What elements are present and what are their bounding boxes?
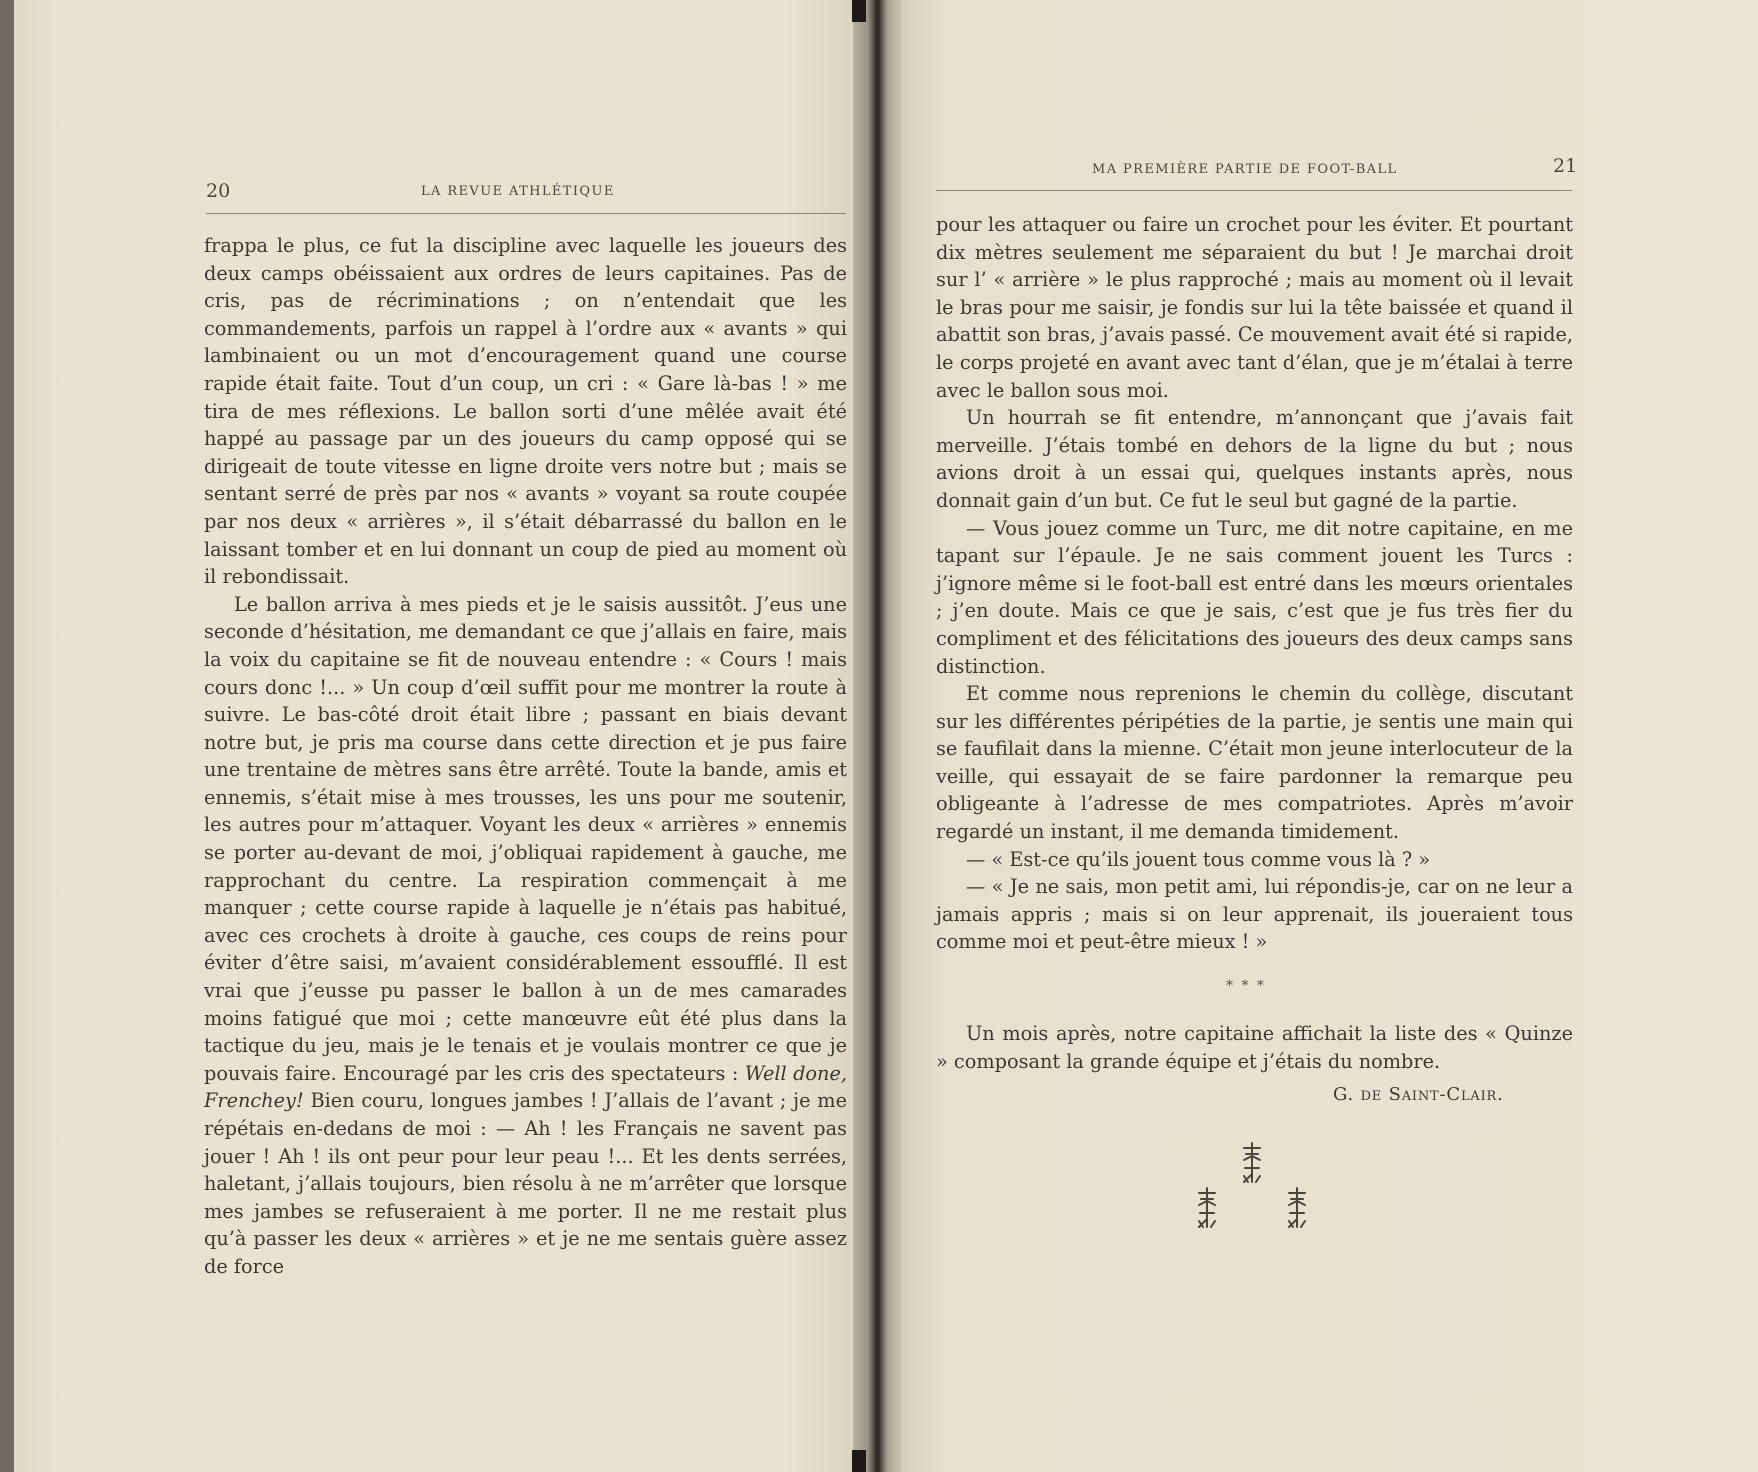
spine-clip-top <box>852 0 866 22</box>
left-paragraph-2 <box>204 591 847 1281</box>
right-page <box>902 0 1758 1472</box>
author-signature: G. de Saint-Clair. <box>1333 1084 1504 1105</box>
left-paragraph-2-tail: Bien couru, longues jambes ! J’allais de l’avant ; je me répétais en-dedans de moi : — Ah ! les Français ne savent pas jouer ! Ah ! ils ont peur pour leur peau !... Et les dents serrées, haletant, j’allais toujours, bien résolu à ne m’arrêter que lorsque mes jambes se refuseraient à me porter. Il ne me restait plus qu’à passer les deux « arrières » et je ne me sentais guère assez de force <box>204 1089 847 1278</box>
right-paragraph-6: — « Je ne sais, mon petit ami, lui répondis-je, car on ne leur a jamais appris ; mais si on leur apprenait, ils joueraient tous comme moi et peut-être mieux ! » <box>936 875 1573 954</box>
right-running-head: MA PREMIÈRE PARTIE DE FOOT-BALL <box>1092 162 1398 177</box>
right-paragraph-4: Et comme nous reprenions le chemin du collège, discutant sur les différentes péripéties de la partie, je sentis une main qui se faufilait dans la mienne. C’était mon jeune interlocuteur de la veille, qui essayait de se faire pardonner la remarque peu obligeante à l’adresse de mes compatriotes. Après m’avoir regardé un instant, il me demanda timidement. <box>936 682 1573 844</box>
fleuron-plant-right <box>1289 1188 1305 1227</box>
right-closing-text <box>936 1020 1573 1075</box>
book-gutter <box>853 0 902 1472</box>
left-page-number: 20 <box>206 180 231 202</box>
right-paragraph-5: — « Est-ce qu’ils jouent tous comme vous là ? » <box>966 847 1431 871</box>
right-body-text <box>936 211 1573 956</box>
right-closing-paragraph: Un mois après, notre capitaine affichait la liste des « Quinze » composant la grande équipe et j’étais du nombre. <box>936 1022 1573 1073</box>
fleuron-plant-left <box>1199 1188 1215 1227</box>
spine-clip-bottom <box>852 1450 866 1472</box>
section-break-asterism: * * * <box>1226 978 1266 994</box>
right-paragraph-2: Un hourrah se fit entendre, m’annonçant que j’avais fait merveille. J’étais tombé en dehors de la ligne du but ; nous avions droit à un essai qui, quelques instants après, nous donnait gain d’un but. Ce fut le seul but gagné de la partie. <box>936 406 1573 512</box>
left-italic-phrase: Well done, Frenchey! <box>204 1061 847 1113</box>
fleuron-ornament <box>1182 1138 1322 1238</box>
left-page <box>14 0 853 1472</box>
right-paragraph-3: — Vous jouez comme un Turc, me dit notre capitaine, en me tapant sur l’épaule. Je ne sais comment jouent les Turcs : j’ignore même si le foot-ball est entré dans les mœurs orientales ; j’en doute. Mais ce que je sais, c’est que je fus très fier du compliment et des félicitations des joueurs des deux camps sans distinction. <box>936 516 1573 678</box>
left-header-rule <box>206 213 846 214</box>
left-body-text <box>204 232 847 1281</box>
right-header-rule <box>936 190 1572 191</box>
right-page-number: 21 <box>1553 155 1578 177</box>
left-running-head: LA REVUE ATHLÉTIQUE <box>421 184 615 199</box>
fleuron-plant-top <box>1244 1143 1260 1182</box>
right-paragraph-1: pour les attaquer ou faire un crochet pour les éviter. Et pourtant dix mètres seulement me séparaient du but ! Je marchai droit sur l’ « arrière » le plus rapproché ; mais au moment où il levait le bras pour me saisir, je fondis sur lui la tête baissée et quand il abattit son bras, j’avais passé. Ce mouvement avait été si rapide, le corps projeté en avant avec tant d’élan, que je m’étalai à terre avec le ballon sous moi. <box>936 213 1573 402</box>
left-paragraph-2-text: Le ballon arriva à mes pieds et je le saisis aussitôt. J’eus une seconde d’hésitation, me demandant ce que j’allais en faire, mais la voix du capitaine se fit de nouveau entendre : « Cours ! mais cours donc !... » Un coup d’œil suffit pour me montrer la route à suivre. Le bas-côté droit était libre ; passant en biais devant notre but, je pris ma course dans cette direction et je pus faire une trentaine de mètres sans être arrêté. Toute la bande, amis et ennemis, s’était mise à mes trousses, les uns pour me soutenir, les autres pour m’attaquer. Voyant les deux « arrières » ennemis se porter au-devant de moi, j’obliquai rapidement à gauche, me rapprochant du centre. La respiration commençait à me manquer ; cette course rapide à laquelle je n’étais pas habitué, avec ces crochets à droite à gauche, ces coups de reins pour éviter d’être saisi, m’avaient considérablement essoufflé. Il est vrai que j’eusse pu passer le ballon à un de mes camarades moins fatigué que moi ; cette manœuvre eût été plus dans la tactique du jeu, mais je le tenais et je voulais montrer ce que je pouvais faire. Encouragé par les cris des spectateurs : <box>204 592 847 1085</box>
left-paragraph-1: frappa le plus, ce fut la discipline avec laquelle les joueurs des deux camps obéissaient aux ordres de leurs capitaines. Pas de cris, pas de récriminations ; on n’entendait que les commandements, parfois un rappel à l’ordre aux « avants » qui lambinaient ou un mot d’encouragement quand une course rapide était faite. Tout d’un coup, un cri : « Gare là-bas ! » me tira de mes réflexions. Le ballon sorti d’une mêlée avait été happé au passage par un des joueurs du camp opposé qui se dirigeait de toute vitesse en ligne droite vers notre but ; mais se sentant serré de près par nos « avants » voyant sa route coupée par nos deux « arrières », il s’était débarrassé du ballon en le laissant tomber et en lui donnant un coup de pied au moment où il rebondissait. <box>204 234 847 589</box>
